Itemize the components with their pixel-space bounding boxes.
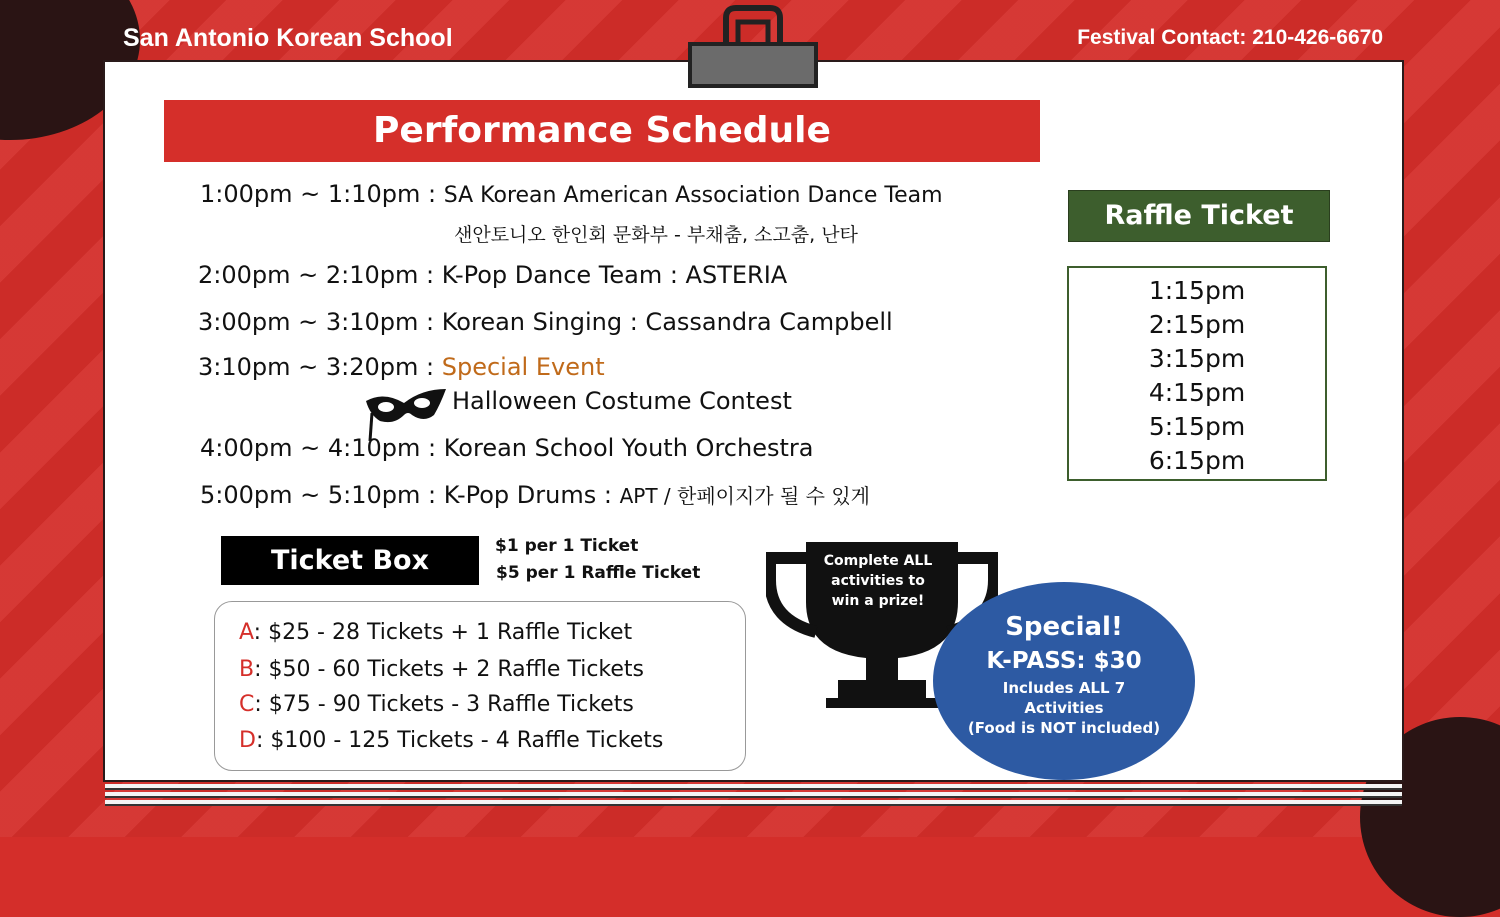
kpass-detail-line: (Food is NOT included) (967, 719, 1161, 737)
raffle-ticket-title: Raffle Ticket (1068, 190, 1330, 242)
raffle-time: 5:15pm (1148, 412, 1246, 441)
trophy-line: Complete ALL (823, 553, 933, 569)
kpass-details (933, 678, 1195, 738)
schedule-event: K-Pop Drums : (443, 481, 612, 509)
package-text: : $25 - 28 Tickets + 1 Raffle Ticket (253, 620, 633, 645)
schedule-row-6 (200, 480, 870, 509)
festival-contact: Festival Contact: 210-426-6670 (1077, 26, 1383, 49)
kpass-price: K-PASS: $30 (986, 648, 1142, 674)
package-c (239, 692, 634, 717)
package-text: : $100 - 125 Tickets - 4 Raffle Tickets (255, 728, 664, 753)
package-letter: D (239, 728, 256, 753)
binder-clip-icon (686, 4, 820, 90)
raffle-time: 1:15pm (1148, 276, 1246, 305)
ticket-price: $1 per 1 Ticket (495, 536, 639, 556)
package-text: : $75 - 90 Tickets - 3 Raffle Tickets (254, 692, 634, 717)
ticket-packages-box (214, 601, 746, 771)
package-text: : $50 - 60 Tickets + 2 Raffle Tickets (254, 657, 644, 682)
package-letter: C (239, 692, 255, 717)
package-letter: B (239, 657, 255, 682)
schedule-event: K-Pop Dance Team : ASTERIA (441, 261, 788, 289)
schedule-time: 3:10pm ~ 3:20pm : (198, 353, 435, 381)
schedule-row-5 (200, 434, 813, 462)
package-b (239, 657, 644, 682)
kpass-detail-line: Activities (1024, 699, 1104, 717)
raffle-time: 3:15pm (1148, 344, 1246, 373)
schedule-event: Korean School Youth Orchestra (443, 434, 814, 462)
trophy-line: activities to (831, 573, 925, 589)
schedule-time: 2:00pm ~ 2:10pm : (198, 261, 435, 289)
schedule-event: SA Korean American Association Dance Team (443, 183, 943, 208)
package-letter: A (239, 620, 254, 645)
schedule-row-3 (198, 308, 893, 336)
package-d (239, 728, 663, 753)
raffle-time: 6:15pm (1148, 446, 1246, 475)
schedule-time: 1:00pm ~ 1:10pm : (200, 180, 437, 208)
schedule-time: 5:00pm ~ 5:10pm : (200, 481, 437, 509)
page-title: Performance Schedule (164, 100, 1040, 162)
trophy-caption (808, 551, 948, 611)
schedule-event: Korean Singing : Cassandra Campbell (441, 308, 893, 336)
kpass-special: Special! (1005, 612, 1123, 642)
raffle-time: 4:15pm (1148, 378, 1246, 407)
special-event-label: Special Event (441, 353, 605, 381)
schedule-extra: APT / 한페이지가 될 수 있게 (619, 484, 870, 508)
kpass-detail-line: Includes ALL 7 (1002, 679, 1126, 697)
paper-stack-edge (105, 784, 1402, 810)
schedule-time: 3:00pm ~ 3:10pm : (198, 308, 435, 336)
raffle-times-box (1067, 266, 1327, 481)
schedule-row-1 (200, 180, 943, 208)
trophy-line: win a prize! (831, 593, 925, 609)
schedule-time: 4:00pm ~ 4:10pm : (200, 434, 437, 462)
kpass-badge (933, 582, 1195, 780)
schedule-row-2 (198, 261, 787, 289)
schedule-subtitle-costume: Halloween Costume Contest (452, 387, 792, 415)
schedule-row-4 (198, 353, 605, 381)
school-name: San Antonio Korean School (123, 24, 453, 52)
schedule-subtitle-korean: 샌안토니오 한인회 문화부 - 부채춤, 소고춤, 난타 (454, 224, 858, 246)
raffle-time: 2:15pm (1148, 310, 1246, 339)
package-a (239, 620, 632, 645)
ticket-box-title: Ticket Box (221, 536, 479, 585)
raffle-ticket-price: $5 per 1 Raffle Ticket (496, 563, 701, 583)
